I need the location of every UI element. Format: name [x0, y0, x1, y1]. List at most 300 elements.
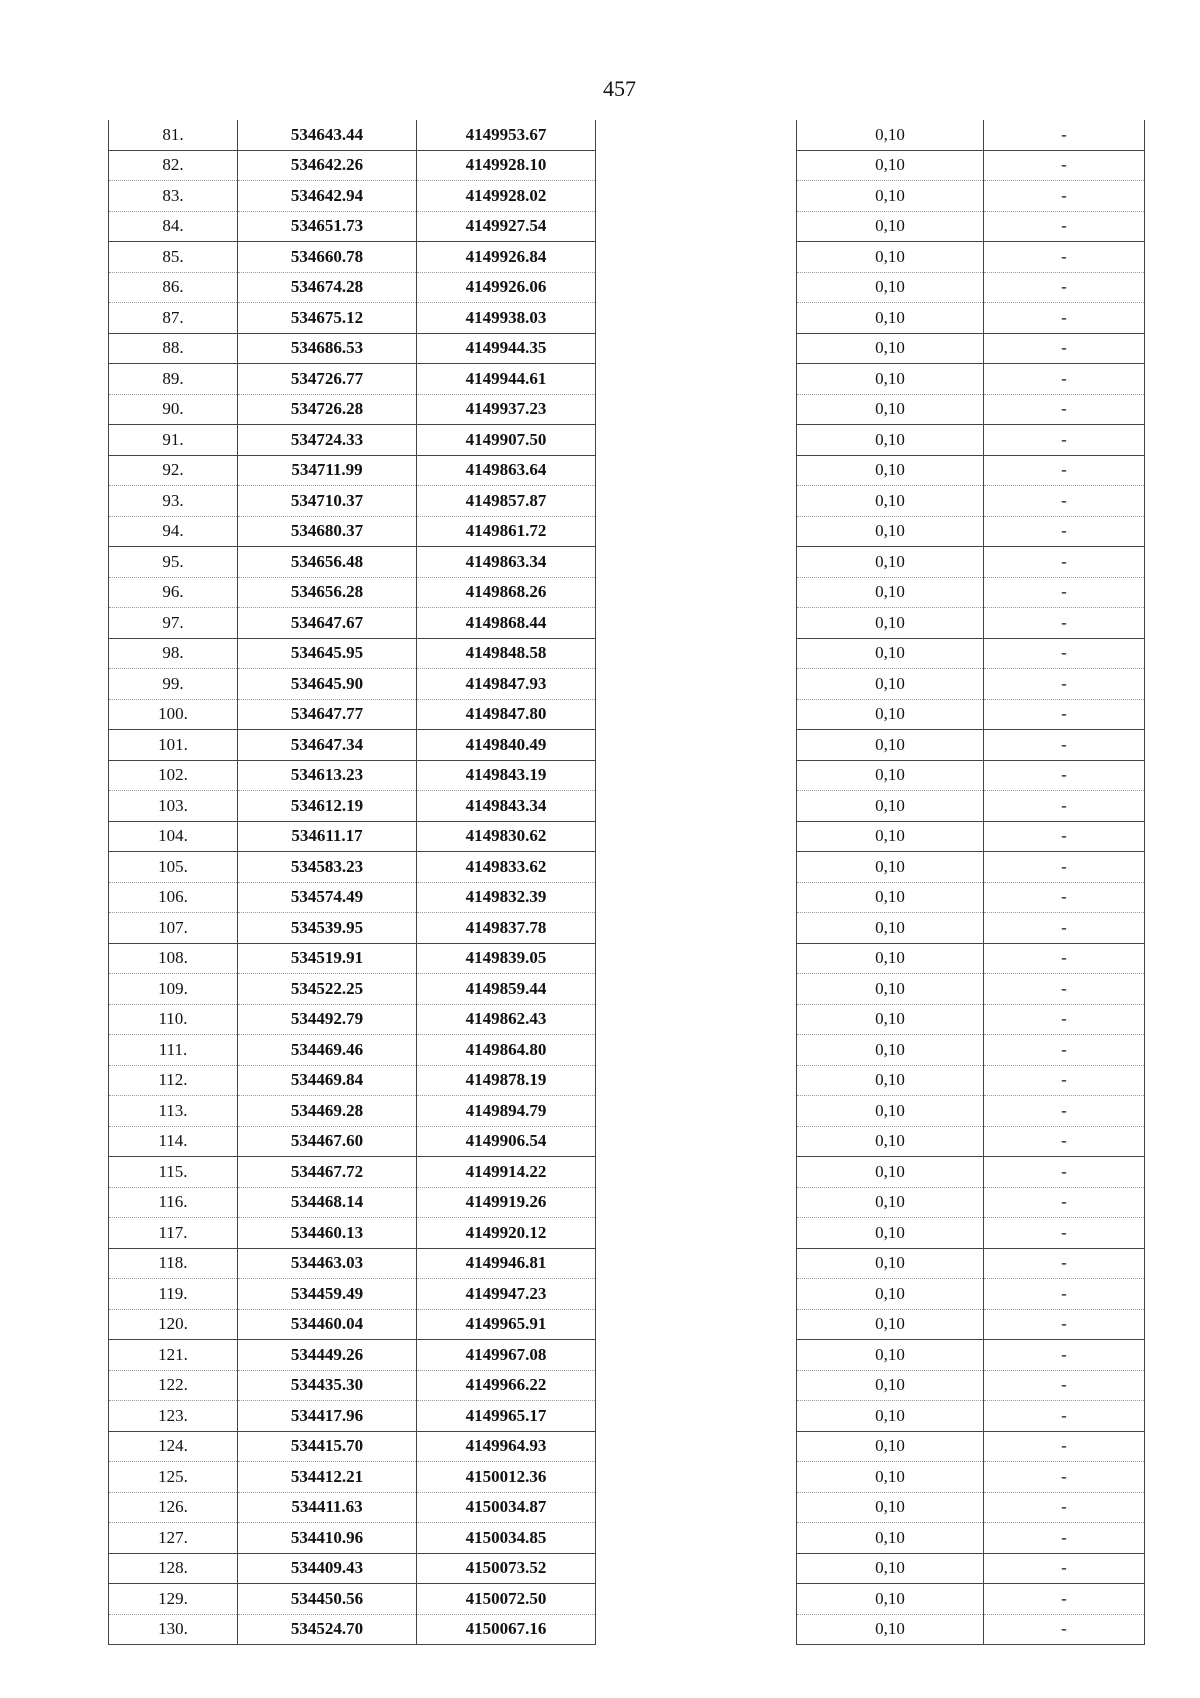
table-row — [109, 821, 596, 852]
y-coordinate-cell: 4149848.58 — [417, 638, 596, 669]
y-coordinate-cell: 4149832.39 — [417, 882, 596, 913]
x-coordinate-cell: 534613.23 — [238, 760, 417, 791]
note-cell: - — [984, 150, 1145, 181]
note-cell: - — [984, 425, 1145, 456]
table-row — [109, 242, 596, 273]
table-row — [797, 760, 1145, 791]
point-number-cell: 112. — [109, 1065, 238, 1096]
y-coordinate-cell: 4149864.80 — [417, 1035, 596, 1066]
y-coordinate-cell: 4149947.23 — [417, 1279, 596, 1310]
tolerance-cell: 0,10 — [797, 150, 984, 181]
point-number-cell: 91. — [109, 425, 238, 456]
y-coordinate-cell: 4149953.67 — [417, 120, 596, 150]
x-coordinate-cell: 534449.26 — [238, 1340, 417, 1371]
note-cell: - — [984, 547, 1145, 578]
point-number-cell: 103. — [109, 791, 238, 822]
tolerance-cell: 0,10 — [797, 1157, 984, 1188]
point-number-cell: 123. — [109, 1401, 238, 1432]
table-row — [797, 455, 1145, 486]
table-row — [797, 364, 1145, 395]
point-number-cell: 113. — [109, 1096, 238, 1127]
note-cell: - — [984, 1431, 1145, 1462]
y-coordinate-cell: 4149837.78 — [417, 913, 596, 944]
y-coordinate-cell: 4150067.16 — [417, 1614, 596, 1645]
x-coordinate-cell: 534435.30 — [238, 1370, 417, 1401]
table-row — [109, 730, 596, 761]
y-coordinate-cell: 4149840.49 — [417, 730, 596, 761]
table-row — [109, 1401, 596, 1432]
table-row — [109, 547, 596, 578]
point-number-cell: 111. — [109, 1035, 238, 1066]
note-cell: - — [984, 974, 1145, 1005]
x-coordinate-cell: 534412.21 — [238, 1462, 417, 1493]
note-cell: - — [984, 608, 1145, 639]
note-cell: - — [984, 120, 1145, 150]
note-cell: - — [984, 1248, 1145, 1279]
note-cell: - — [984, 821, 1145, 852]
table-row — [797, 547, 1145, 578]
tolerance-cell: 0,10 — [797, 425, 984, 456]
table-row — [109, 394, 596, 425]
point-number-cell: 99. — [109, 669, 238, 700]
table-row — [797, 1065, 1145, 1096]
point-number-cell: 85. — [109, 242, 238, 273]
y-coordinate-cell: 4150034.85 — [417, 1523, 596, 1554]
x-coordinate-cell: 534680.37 — [238, 516, 417, 547]
x-coordinate-cell: 534675.12 — [238, 303, 417, 334]
tolerance-cell: 0,10 — [797, 272, 984, 303]
table-row — [109, 699, 596, 730]
y-coordinate-cell: 4149868.26 — [417, 577, 596, 608]
point-number-cell: 96. — [109, 577, 238, 608]
note-cell: - — [984, 1401, 1145, 1432]
y-coordinate-cell: 4149894.79 — [417, 1096, 596, 1127]
tolerance-cell: 0,10 — [797, 1401, 984, 1432]
note-cell: - — [984, 1096, 1145, 1127]
x-coordinate-cell: 534642.94 — [238, 181, 417, 212]
point-number-cell: 118. — [109, 1248, 238, 1279]
y-coordinate-cell: 4149926.84 — [417, 242, 596, 273]
table-row — [797, 1096, 1145, 1127]
x-coordinate-cell: 534642.26 — [238, 150, 417, 181]
tolerance-cell: 0,10 — [797, 1340, 984, 1371]
note-cell: - — [984, 1218, 1145, 1249]
table-row — [109, 1035, 596, 1066]
point-number-cell: 128. — [109, 1553, 238, 1584]
x-coordinate-cell: 534417.96 — [238, 1401, 417, 1432]
point-number-cell: 92. — [109, 455, 238, 486]
x-coordinate-cell: 534643.44 — [238, 120, 417, 150]
table-row — [797, 1035, 1145, 1066]
y-coordinate-cell: 4149868.44 — [417, 608, 596, 639]
note-cell: - — [984, 333, 1145, 364]
x-coordinate-cell: 534459.49 — [238, 1279, 417, 1310]
tolerance-cell: 0,10 — [797, 547, 984, 578]
tolerance-cell: 0,10 — [797, 699, 984, 730]
table-row — [797, 1584, 1145, 1615]
x-coordinate-cell: 534539.95 — [238, 913, 417, 944]
table-row — [109, 852, 596, 883]
table-row — [109, 272, 596, 303]
point-number-cell: 126. — [109, 1492, 238, 1523]
y-coordinate-cell: 4149862.43 — [417, 1004, 596, 1035]
point-number-cell: 94. — [109, 516, 238, 547]
y-coordinate-cell: 4149833.62 — [417, 852, 596, 883]
x-coordinate-cell: 534583.23 — [238, 852, 417, 883]
x-coordinate-cell: 534726.77 — [238, 364, 417, 395]
table-row — [109, 974, 596, 1005]
y-coordinate-cell: 4149847.93 — [417, 669, 596, 700]
y-coordinate-cell: 4149863.34 — [417, 547, 596, 578]
note-cell: - — [984, 1370, 1145, 1401]
table-row — [797, 150, 1145, 181]
table-row — [797, 1462, 1145, 1493]
note-cell: - — [984, 272, 1145, 303]
table-row — [797, 242, 1145, 273]
note-cell: - — [984, 760, 1145, 791]
table-row — [797, 882, 1145, 913]
note-cell: - — [984, 730, 1145, 761]
note-cell: - — [984, 943, 1145, 974]
x-coordinate-cell: 534656.48 — [238, 547, 417, 578]
note-cell: - — [984, 852, 1145, 883]
note-cell: - — [984, 913, 1145, 944]
table-row — [109, 181, 596, 212]
y-coordinate-cell: 4149857.87 — [417, 486, 596, 517]
table-row — [797, 943, 1145, 974]
point-number-cell: 98. — [109, 638, 238, 669]
table-row — [797, 1309, 1145, 1340]
x-coordinate-cell: 534726.28 — [238, 394, 417, 425]
table-row — [797, 608, 1145, 639]
y-coordinate-cell: 4149967.08 — [417, 1340, 596, 1371]
y-coordinate-cell: 4149907.50 — [417, 425, 596, 456]
table-row — [109, 882, 596, 913]
y-coordinate-cell: 4149861.72 — [417, 516, 596, 547]
table-row — [109, 943, 596, 974]
x-coordinate-cell: 534492.79 — [238, 1004, 417, 1035]
table-row — [109, 1218, 596, 1249]
point-number-cell: 89. — [109, 364, 238, 395]
table-row — [797, 1401, 1145, 1432]
tolerance-cell: 0,10 — [797, 1126, 984, 1157]
note-cell: - — [984, 1523, 1145, 1554]
y-coordinate-cell: 4149914.22 — [417, 1157, 596, 1188]
point-number-cell: 100. — [109, 699, 238, 730]
point-number-cell: 110. — [109, 1004, 238, 1035]
note-cell: - — [984, 669, 1145, 700]
point-number-cell: 108. — [109, 943, 238, 974]
tolerance-cell: 0,10 — [797, 364, 984, 395]
table-row — [797, 1340, 1145, 1371]
note-cell: - — [984, 303, 1145, 334]
x-coordinate-cell: 534411.63 — [238, 1492, 417, 1523]
tolerance-cell: 0,10 — [797, 211, 984, 242]
x-coordinate-cell: 534647.77 — [238, 699, 417, 730]
x-coordinate-cell: 534724.33 — [238, 425, 417, 456]
note-cell: - — [984, 1004, 1145, 1035]
tolerance-cell: 0,10 — [797, 1584, 984, 1615]
y-coordinate-cell: 4150072.50 — [417, 1584, 596, 1615]
tolerance-cell: 0,10 — [797, 303, 984, 334]
x-coordinate-cell: 534574.49 — [238, 882, 417, 913]
table-row — [109, 516, 596, 547]
tolerance-cell: 0,10 — [797, 821, 984, 852]
tolerance-cell: 0,10 — [797, 1248, 984, 1279]
table-row — [797, 1523, 1145, 1554]
tolerance-cell: 0,10 — [797, 760, 984, 791]
x-coordinate-cell: 534467.72 — [238, 1157, 417, 1188]
y-coordinate-cell: 4150034.87 — [417, 1492, 596, 1523]
table-row — [109, 425, 596, 456]
table-row — [797, 1431, 1145, 1462]
point-number-cell: 125. — [109, 1462, 238, 1493]
table-row — [797, 272, 1145, 303]
point-number-cell: 87. — [109, 303, 238, 334]
note-cell: - — [984, 1126, 1145, 1157]
table-row — [797, 638, 1145, 669]
x-coordinate-cell: 534656.28 — [238, 577, 417, 608]
tolerance-cell: 0,10 — [797, 577, 984, 608]
table-row — [109, 791, 596, 822]
y-coordinate-cell: 4149964.93 — [417, 1431, 596, 1462]
y-coordinate-cell: 4149946.81 — [417, 1248, 596, 1279]
y-coordinate-cell: 4150012.36 — [417, 1462, 596, 1493]
tolerance-cell: 0,10 — [797, 1553, 984, 1584]
table-row — [109, 1157, 596, 1188]
tolerance-table — [796, 120, 1145, 1645]
table-row — [797, 1218, 1145, 1249]
point-number-cell: 109. — [109, 974, 238, 1005]
table-row — [797, 211, 1145, 242]
x-coordinate-cell: 534460.13 — [238, 1218, 417, 1249]
x-coordinate-cell: 534645.95 — [238, 638, 417, 669]
note-cell: - — [984, 455, 1145, 486]
table-row — [797, 516, 1145, 547]
table-row — [797, 181, 1145, 212]
tolerance-cell: 0,10 — [797, 1492, 984, 1523]
table-row — [109, 1614, 596, 1645]
note-cell: - — [984, 882, 1145, 913]
y-coordinate-cell: 4149965.91 — [417, 1309, 596, 1340]
point-number-cell: 104. — [109, 821, 238, 852]
x-coordinate-cell: 534651.73 — [238, 211, 417, 242]
point-number-cell: 120. — [109, 1309, 238, 1340]
note-cell: - — [984, 486, 1145, 517]
x-coordinate-cell: 534450.56 — [238, 1584, 417, 1615]
table-row — [109, 150, 596, 181]
table-row — [109, 1096, 596, 1127]
table-row — [109, 1584, 596, 1615]
table-row — [109, 1187, 596, 1218]
tolerance-cell: 0,10 — [797, 455, 984, 486]
table-row — [797, 577, 1145, 608]
tolerance-cell: 0,10 — [797, 1523, 984, 1554]
y-coordinate-cell: 4149859.44 — [417, 974, 596, 1005]
note-cell: - — [984, 1157, 1145, 1188]
table-row — [109, 577, 596, 608]
table-row — [797, 852, 1145, 883]
table-row — [797, 303, 1145, 334]
y-coordinate-cell: 4149944.61 — [417, 364, 596, 395]
y-coordinate-cell: 4149878.19 — [417, 1065, 596, 1096]
y-coordinate-cell: 4149927.54 — [417, 211, 596, 242]
point-number-cell: 106. — [109, 882, 238, 913]
point-number-cell: 97. — [109, 608, 238, 639]
point-number-cell: 84. — [109, 211, 238, 242]
x-coordinate-cell: 534415.70 — [238, 1431, 417, 1462]
note-cell: - — [984, 1492, 1145, 1523]
x-coordinate-cell: 534463.03 — [238, 1248, 417, 1279]
x-coordinate-cell: 534611.17 — [238, 821, 417, 852]
x-coordinate-cell: 534645.90 — [238, 669, 417, 700]
x-coordinate-cell: 534686.53 — [238, 333, 417, 364]
table-row — [797, 699, 1145, 730]
x-coordinate-cell: 534522.25 — [238, 974, 417, 1005]
y-coordinate-cell: 4149937.23 — [417, 394, 596, 425]
point-number-cell: 124. — [109, 1431, 238, 1462]
tolerance-cell: 0,10 — [797, 1370, 984, 1401]
table-row — [797, 486, 1145, 517]
x-coordinate-cell: 534468.14 — [238, 1187, 417, 1218]
point-number-cell: 88. — [109, 333, 238, 364]
x-coordinate-cell: 534467.60 — [238, 1126, 417, 1157]
table-row — [797, 120, 1145, 150]
tolerance-cell: 0,10 — [797, 638, 984, 669]
note-cell: - — [984, 1584, 1145, 1615]
x-coordinate-cell: 534524.70 — [238, 1614, 417, 1645]
note-cell: - — [984, 1462, 1145, 1493]
tolerance-cell: 0,10 — [797, 1462, 984, 1493]
y-coordinate-cell: 4149863.64 — [417, 455, 596, 486]
table-row — [109, 638, 596, 669]
note-cell: - — [984, 699, 1145, 730]
tolerance-cell: 0,10 — [797, 974, 984, 1005]
x-coordinate-cell: 534469.46 — [238, 1035, 417, 1066]
table-row — [109, 364, 596, 395]
note-cell: - — [984, 1614, 1145, 1645]
note-cell: - — [984, 211, 1145, 242]
page-number: 457 — [603, 76, 636, 101]
table-row — [109, 333, 596, 364]
note-cell: - — [984, 394, 1145, 425]
y-coordinate-cell: 4149906.54 — [417, 1126, 596, 1157]
note-cell: - — [984, 577, 1145, 608]
tolerance-cell: 0,10 — [797, 730, 984, 761]
y-coordinate-cell: 4149839.05 — [417, 943, 596, 974]
tolerance-cell: 0,10 — [797, 882, 984, 913]
tolerance-cell: 0,10 — [797, 1004, 984, 1035]
tolerance-cell: 0,10 — [797, 394, 984, 425]
tolerance-cell: 0,10 — [797, 181, 984, 212]
table-row — [109, 1279, 596, 1310]
x-coordinate-cell: 534409.43 — [238, 1553, 417, 1584]
table-row — [797, 821, 1145, 852]
point-number-cell: 114. — [109, 1126, 238, 1157]
y-coordinate-cell: 4149920.12 — [417, 1218, 596, 1249]
point-number-cell: 129. — [109, 1584, 238, 1615]
table-row — [797, 913, 1145, 944]
point-number-cell: 83. — [109, 181, 238, 212]
y-coordinate-cell: 4150073.52 — [417, 1553, 596, 1584]
x-coordinate-cell: 534460.04 — [238, 1309, 417, 1340]
y-coordinate-cell: 4149847.80 — [417, 699, 596, 730]
y-coordinate-cell: 4149926.06 — [417, 272, 596, 303]
point-number-cell: 82. — [109, 150, 238, 181]
table-row — [109, 486, 596, 517]
note-cell: - — [984, 1340, 1145, 1371]
point-number-cell: 115. — [109, 1157, 238, 1188]
table-row — [797, 1279, 1145, 1310]
table-row — [109, 1309, 596, 1340]
point-number-cell: 117. — [109, 1218, 238, 1249]
table-row — [109, 303, 596, 334]
note-cell: - — [984, 242, 1145, 273]
note-cell: - — [984, 638, 1145, 669]
table-row — [109, 669, 596, 700]
table-row — [109, 1248, 596, 1279]
point-number-cell: 107. — [109, 913, 238, 944]
point-number-cell: 105. — [109, 852, 238, 883]
point-number-cell: 122. — [109, 1370, 238, 1401]
table-row — [797, 1157, 1145, 1188]
tolerance-cell: 0,10 — [797, 943, 984, 974]
y-coordinate-cell: 4149965.17 — [417, 1401, 596, 1432]
table-row — [797, 1492, 1145, 1523]
table-row — [797, 1370, 1145, 1401]
note-cell: - — [984, 364, 1145, 395]
table-row — [109, 913, 596, 944]
note-cell: - — [984, 1065, 1145, 1096]
tolerance-cell: 0,10 — [797, 608, 984, 639]
point-number-cell: 102. — [109, 760, 238, 791]
point-number-cell: 81. — [109, 120, 238, 150]
x-coordinate-cell: 534410.96 — [238, 1523, 417, 1554]
tolerance-cell: 0,10 — [797, 1187, 984, 1218]
tolerance-cell: 0,10 — [797, 242, 984, 273]
x-coordinate-cell: 534469.28 — [238, 1096, 417, 1127]
table-row — [797, 791, 1145, 822]
y-coordinate-cell: 4149944.35 — [417, 333, 596, 364]
point-number-cell: 86. — [109, 272, 238, 303]
y-coordinate-cell: 4149938.03 — [417, 303, 596, 334]
table-row — [797, 1126, 1145, 1157]
x-coordinate-cell: 534647.67 — [238, 608, 417, 639]
tolerance-cell: 0,10 — [797, 333, 984, 364]
table-row — [109, 1462, 596, 1493]
table-row — [797, 730, 1145, 761]
y-coordinate-cell: 4149919.26 — [417, 1187, 596, 1218]
coordinates-table — [108, 120, 596, 1645]
note-cell: - — [984, 1035, 1145, 1066]
note-cell: - — [984, 1187, 1145, 1218]
tolerance-cell: 0,10 — [797, 1431, 984, 1462]
tolerance-cell: 0,10 — [797, 1614, 984, 1645]
point-number-cell: 101. — [109, 730, 238, 761]
table-row — [797, 974, 1145, 1005]
table-row — [109, 455, 596, 486]
tolerance-cell: 0,10 — [797, 852, 984, 883]
tolerance-cell: 0,10 — [797, 1065, 984, 1096]
x-coordinate-cell: 534711.99 — [238, 455, 417, 486]
table-row — [797, 394, 1145, 425]
x-coordinate-cell: 534674.28 — [238, 272, 417, 303]
tolerance-cell: 0,10 — [797, 516, 984, 547]
tolerance-cell: 0,10 — [797, 120, 984, 150]
x-coordinate-cell: 534710.37 — [238, 486, 417, 517]
tolerance-cell: 0,10 — [797, 1309, 984, 1340]
y-coordinate-cell: 4149928.02 — [417, 181, 596, 212]
